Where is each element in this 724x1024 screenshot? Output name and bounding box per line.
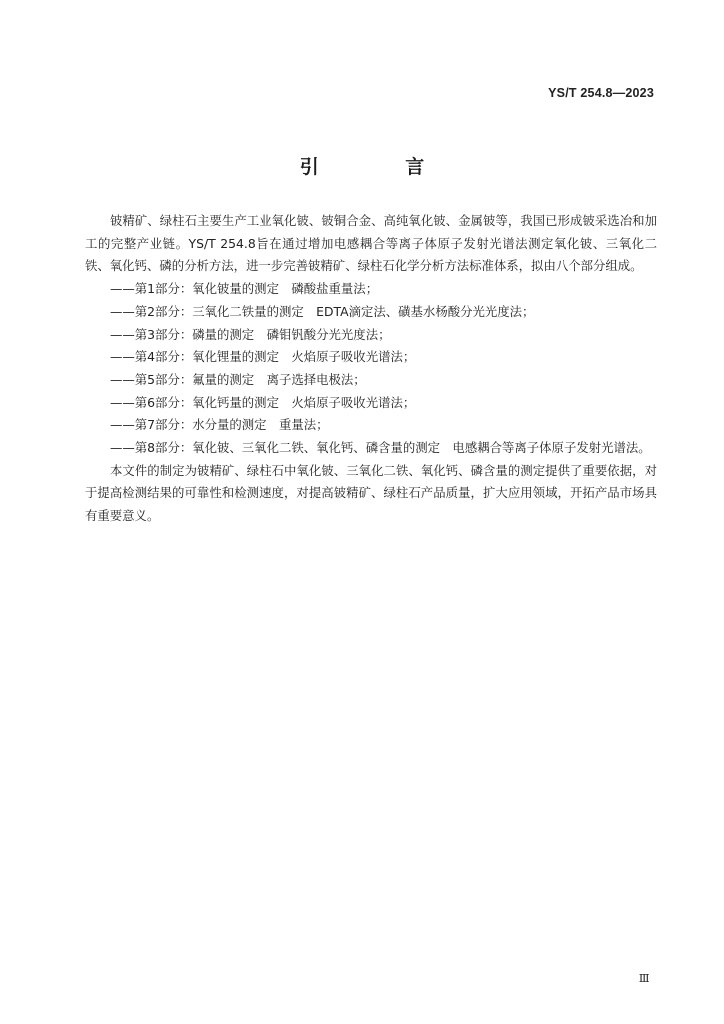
part-item-5: ——第5部分：氟量的测定 离子选择电极法； [110,371,366,387]
body-text [85,210,657,528]
part-item-1: ——第1部分：氧化铍量的测定 磷酸盐重量法； [110,281,379,297]
part-item-3: ——第3部分：磷量的测定 磷钼钒酸分光光度法； [110,326,391,342]
section-title: 引 言 [299,156,465,178]
part-item-6: ——第6部分：氧化钙量的测定 火焰原子吸收光谱法； [110,394,416,410]
part-item-7: ——第7部分：水分量的测定 重量法； [110,417,329,433]
part-item-8: ——第8部分：氧化铍、三氧化二铁、氧化钙、磷含量的测定 电感耦合等离子体原子发射光谱法。 [110,440,651,456]
part-item-2: ——第2部分：三氧化二铁量的测定 EDTA滴定法、磺基水杨酸分光光度法； [110,303,535,319]
closing-paragraph: 本文件的制定为铍精矿、绿柱石中氧化铍、三氧化二铁、氧化钙、磷含量的测定提供了重要依据，对于提高检测结果的可靠性和检测速度，对提高铍精矿、绿柱石产品质量，扩大应用领域，开拓产品市场具有重要意义。 [85,462,657,524]
intro-paragraph: 铍精矿、绿柱石主要生产工业氧化铍、铍铜合金、高纯氧化铍、金属铍等，我国已形成铍采选冶和加工的完整产业链。YS/T 254.8旨在通过增加电感耦合等离子体原子发射光谱法测定氧化铍、三氧化二铁、氧化钙、磷的分析方法，进一步完善铍精矿、绿柱石化学分析方法标准体系，拟由八个部分组成。 [85,213,657,274]
page-number: Ⅲ [638,972,649,985]
standard-number: YS/T 254.8—2023 [548,86,654,100]
part-item-4: ——第4部分：氧化锂量的测定 火焰原子吸收光谱法； [110,349,416,365]
